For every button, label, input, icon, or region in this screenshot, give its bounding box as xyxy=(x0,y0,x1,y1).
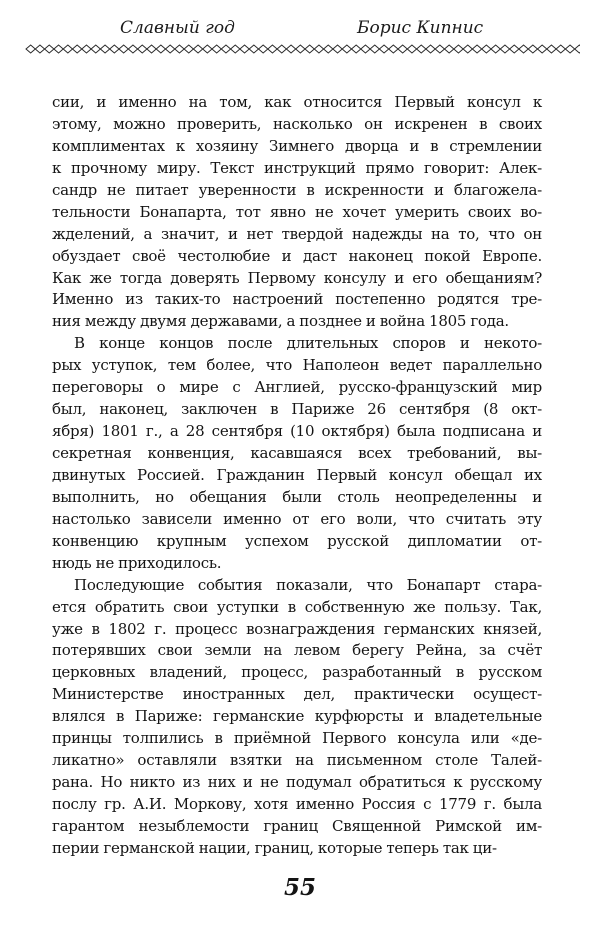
text-line: послу гр. А.И. Моркову, хотя именно Россия с 1779 г. была xyxy=(52,795,542,813)
text-line: обуздает своё честолюбие и даст наконец покой Европе. xyxy=(52,246,542,265)
ornament-diamond xyxy=(240,45,249,53)
ornament-divider-icon xyxy=(22,43,580,55)
text-line: нюдь не приходилось. xyxy=(52,553,222,572)
ornament-diamond xyxy=(63,45,72,53)
ornament-diamond xyxy=(314,45,323,53)
text-line: рых уступок, тем более, что Наполеон ведет параллельно xyxy=(52,356,542,375)
ornament-diamond xyxy=(119,45,128,53)
ornament-diamond xyxy=(556,45,565,53)
ornament-diamond xyxy=(212,45,221,53)
paragraph xyxy=(52,575,542,860)
text-line: двинутых Россией. Гражданин Первый консул обещал их xyxy=(52,465,542,484)
text-line: переговоры о мире с Англией, русско-французский мир xyxy=(52,378,542,397)
ornament-diamond xyxy=(82,45,91,53)
ornament-diamond xyxy=(147,45,156,53)
ornament-diamond xyxy=(221,45,230,53)
book-title: Славный год xyxy=(120,18,235,38)
ornament-diamond xyxy=(491,45,500,53)
text-line: сии, и именно на том, как относится Первый консул к xyxy=(52,93,542,111)
text-line: настолько зависели именно от его воли, что считать эту xyxy=(52,509,542,528)
ornament-diamond xyxy=(26,45,35,53)
text-line: Последующие события показали, что Бонапарт старa- xyxy=(74,575,542,594)
ornament-diamond xyxy=(305,45,314,53)
ornament-diamond xyxy=(454,45,463,53)
ornament-diamond xyxy=(268,45,277,53)
text-line: секретная конвенция, касавшаяся всех требований, вы- xyxy=(52,444,542,462)
ornament-diamond xyxy=(100,45,109,53)
ornament-diamond xyxy=(352,45,361,53)
ornament-diamond xyxy=(128,45,137,53)
ornament-diamond xyxy=(91,45,100,53)
text-line: ликатно» оставляли взятки на письменном столе Талей- xyxy=(52,751,542,770)
ornament-diamond xyxy=(249,45,258,53)
ornament-diamond xyxy=(193,45,202,53)
ornament-diamond xyxy=(277,45,286,53)
text-line: Министерстве иностранных дел, практически осущест- xyxy=(52,685,542,704)
ornament-diamond xyxy=(482,45,491,53)
book-author: Борис Кипнис xyxy=(357,18,484,38)
ornament-diamond xyxy=(500,45,509,53)
ornament-diamond xyxy=(472,45,481,53)
ornament-diamond xyxy=(361,45,370,53)
ornament-diamond xyxy=(156,45,165,53)
ornament-diamond xyxy=(435,45,444,53)
ornament-diamond xyxy=(324,45,333,53)
body-text xyxy=(52,92,542,860)
ornament-diamond xyxy=(35,45,44,53)
text-line: комплиментах к хозяину Зимнего дворца и в стремлении xyxy=(52,136,542,155)
ornament-diamond xyxy=(286,45,295,53)
text-line: ется обратить свои уступки в собственную же пользу. Так, xyxy=(52,597,542,616)
text-line: ния между двумя державами, а позднее и война 1805 года. xyxy=(52,312,509,331)
ornament-diamond xyxy=(259,45,268,53)
ornament-diamond xyxy=(166,45,175,53)
ornament-diamond xyxy=(45,45,54,53)
ornament-diamond xyxy=(510,45,519,53)
text-line: конвенцию крупным успехом русской дипломатии от- xyxy=(52,531,542,550)
ornament-diamond xyxy=(407,45,416,53)
ornament-diamond xyxy=(547,45,556,53)
ornament-diamond xyxy=(138,45,147,53)
text-line: Именно из таких-то настроений постепенно родятся тре- xyxy=(52,290,542,309)
text-line: был, наконец, заключен в Париже 26 сентября (8 окт- xyxy=(52,400,542,419)
ornament-diamond xyxy=(398,45,407,53)
ornament-diamond xyxy=(575,45,580,53)
paragraph xyxy=(52,92,542,333)
ornament-diamond xyxy=(333,45,342,53)
text-line: В конце концов после длительных споров и некото- xyxy=(74,334,542,353)
ornament-diamond xyxy=(175,45,184,53)
text-line: ября) 1801 г., а 28 сентября (10 октября) была подписана и xyxy=(52,422,542,441)
page-number: 55 xyxy=(283,874,316,901)
ornament-diamond xyxy=(426,45,435,53)
text-line: сандр не питает уверенности в искренности и благожела- xyxy=(52,180,542,199)
ornament-diamond xyxy=(296,45,305,53)
text-line: тельности Бонапарта, тот явно не хочет умерить своих во- xyxy=(52,202,542,221)
paragraph xyxy=(52,333,542,574)
text-line: к прочному миру. Текст инструкций прямо говорит: Алек- xyxy=(52,158,542,177)
ornament-diamond xyxy=(54,45,63,53)
ornament-diamond xyxy=(370,45,379,53)
ornament-diamond xyxy=(73,45,82,53)
text-line: принцы толпились в приёмной Первого консула или «де- xyxy=(52,729,542,748)
ornament-diamond xyxy=(342,45,351,53)
ornament-diamond xyxy=(519,45,528,53)
text-line: перии германской нации, границ, которые теперь так ци- xyxy=(52,838,497,857)
text-line: этому, можно проверить, насколько он искренен в своих xyxy=(52,114,542,133)
text-line: влялся в Париже: германские курфюрсты и владетельные xyxy=(52,707,542,726)
text-line: жделений, а значит, и нет твердой надежды на то, что он xyxy=(52,224,542,243)
ornament-diamond xyxy=(231,45,240,53)
ornament-diamond xyxy=(445,45,454,53)
text-line: рана. Но никто из них и не подумал обратиться к русскому xyxy=(52,773,542,792)
text-line: выполнить, но обещания были столь неопределенны и xyxy=(52,487,542,506)
ornament-diamond xyxy=(538,45,547,53)
ornament-diamond xyxy=(184,45,193,53)
text-line: уже в 1802 г. процесс вознаграждения германских князей, xyxy=(52,619,542,638)
ornament-diamond xyxy=(463,45,472,53)
text-line: церковных владений, процесс, разработанный в русском xyxy=(52,663,542,682)
ornament-diamond xyxy=(379,45,388,53)
ornament-diamond xyxy=(565,45,574,53)
ornament-diamond xyxy=(389,45,398,53)
ornament-diamond xyxy=(203,45,212,53)
ornament-diamond xyxy=(417,45,426,53)
text-line: Как же тогда доверять Первому консулу и его обещаниям? xyxy=(52,268,542,287)
text-line: потерявших свои земли на левом берегу Рейна, за счёт xyxy=(52,641,542,660)
ornament-diamond xyxy=(528,45,537,53)
text-line: гарантом незыблемости границ Священной Римской им- xyxy=(52,816,542,835)
ornament-diamond xyxy=(110,45,119,53)
